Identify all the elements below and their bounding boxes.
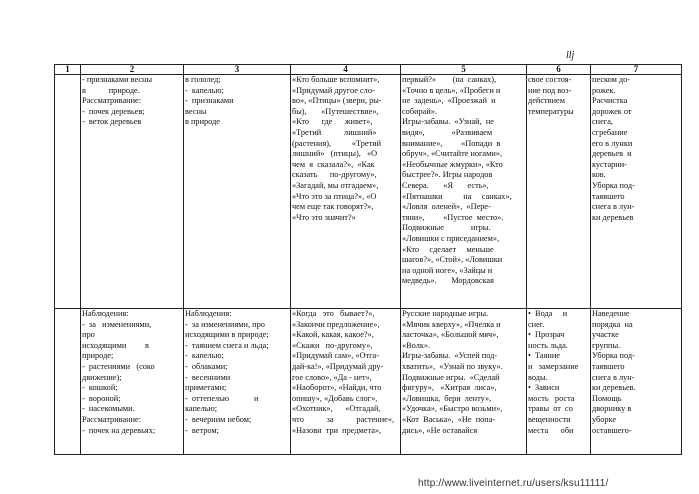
table-cell: - признаками весны в природе. Рассматривание: - почек деревьев; - веток деревьев <box>81 75 184 309</box>
table-cell: «Когда это бывает?», «Закончи предложение», «Какой, какая, какое?», «Скажи по-другому», «Придумай сам», «Отга- дай-ка!», «Придумай дру- гое слово», «Да - нет», «Наоборот», «Найди, что опишу», «Добавь слог», «Охотник», «Отгадай, что за растение», «Назови три предмета», <box>291 309 401 455</box>
column-header: 1 <box>55 65 81 75</box>
column-header: 3 <box>184 65 291 75</box>
table-cell: песком до- рожек. Расчистка дорожек от снега, сгребание его в лунки деревьев и кустарни- ков. Уборка под- таявшего снега в лун- ки деревьев <box>591 75 682 309</box>
table-cell: в гололед; - капелью; - признаками весны в природе <box>184 75 291 309</box>
table-cell: Наблюдения: - за изменениями, про исходящими в природе; - растениями (соко движение); - кошкой; - вороной; - насекомыми. Рассматривание: - почек на деревьях; <box>81 309 184 455</box>
table-cell: «Кто больше вспомнит», «Придумай другое сло- во», «Птицы» (звери, ры- бы), «Путешествие», «Кто где живет», «Третий лишний» (растения), «Третий лишний» (птицы), «О чем я сказала?», «Как сказать по-другому», «Загадай, мы отгадаем», «Что это за птица?», «О чем еще так говорят?», «Что это значит?» <box>291 75 401 309</box>
table-cell: свое состоя- ние под воз- действием температуры <box>527 75 591 309</box>
table-cell: первый?» (на санках), «Точно в цель», «Пробеги и не задень», «Проезжай и собирай». Игры-забавы. «Узнай, не видя», «Развиваем внимание», «Попади в обруч», «Считайте ногами», «Необычные жмурки», «Кто быстрее?». Игры народов Севера. «Я есть», «Пятнашки на санках», «Ловля оленей», «Пере- тяни», «Пустое место». Подвижные игры. «Ловишки с приседанием», «Кто сделает меньше шагов?», «Стой», «Ловишки на одной ноге», «Зайцы и медведь». Мордовская <box>401 75 527 309</box>
table-cell: • Вода и снег. • Прозрач ность льда. • Таяние и замерзание воды. • Зависи мость роста травы от со вещенности места оби <box>527 309 591 455</box>
table-cell <box>55 75 81 309</box>
column-header: 5 <box>401 65 527 75</box>
table-cell <box>55 309 81 455</box>
table-row <box>55 309 682 455</box>
table-cell: Наблюдения: - за изменениями, про исходящими в природе; - таянием снега и льда; - капелью; - облаками; - весенними приметами; - оттепелью и капелью; - вечерним небом; - ветром; <box>184 309 291 455</box>
column-header: 4 <box>291 65 401 75</box>
page-mark: llj <box>566 50 575 61</box>
column-header: 7 <box>591 65 682 75</box>
column-header: 2 <box>81 65 184 75</box>
plan-table <box>54 64 682 455</box>
table-cell: Наведение порядка на участке группы. Уборка под- таявшего снега в лун- ки деревьев. Помощь дворнику в уборке оставшего- <box>591 309 682 455</box>
source-watermark: http://www.liveinternet.ru/users/ksu11111/ <box>418 478 609 489</box>
header-row <box>55 65 682 75</box>
table-cell: Русские народные игры. «Мячик кверху», «Пчелка и ласточка», «Большой мяч», «Волк». Игры-забавы. «Успей под- хватить», «Узнай по звуку». Подвижные игры. «Сделай фигуру», «Хитрая лиса», «Ловишка, бери ленту», «Удочка», «Быстро возьми», «Кот Васька», «Не попа- дись», «Не оставайся <box>401 309 527 455</box>
column-header: 6 <box>527 65 591 75</box>
table-row <box>55 75 682 309</box>
